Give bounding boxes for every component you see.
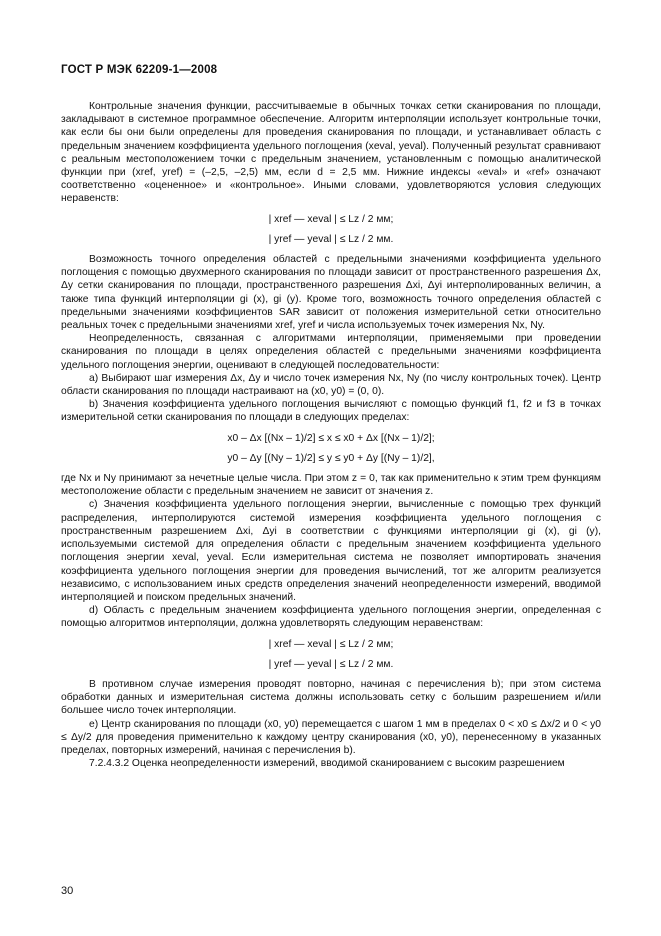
range-y: y0 – Δy [(Ny – 1)/2] ≤ y ≤ y0 + Δy [(Ny – 1)/2],	[227, 452, 435, 464]
step-d: d) Область с предельным значением коэффициента удельного поглощения энергии, определенная с помощью алгоритмов интерполяции, должна удовлетворять следующим неравенствам:	[61, 605, 601, 630]
paragraph-where: где Nx и Ny принимают за нечетные целые числа. При этом z = 0, так как применительно к этим трем функциям местоположение области с предельным значением не зависит от значения z.	[61, 473, 601, 498]
inequality-x: | xref — xeval | ≤ Lz / 2 мм;	[268, 213, 394, 225]
paragraph-otherwise: В противном случае измерения проводят повторно, начиная с перечисления b); при этом система обработки данных и измерительная система должны использовать сетку с большим разрешением и/или большее число точек интерполяции.	[61, 678, 601, 717]
document-header: ГОСТ Р МЭК 62209-1—2008	[61, 64, 218, 76]
step-e: e) Центр сканирования по площади (x0, y0) перемещается с шагом 1 мм в пределах 0 < x0 ≤ Δx/2 и 0 < y0 ≤ Δy/2 для проведения применительно к каждому центру сканирования (x0, y0), перенесенному в указанных пределах, повторных измерений, начиная с перечисления b).	[61, 718, 601, 756]
page-number: 30	[61, 885, 74, 897]
paragraph-resolution: Возможность точного определения областей с предельными значениями коэффициента удельного поглощения с помощью двухмерного сканирования по площади зависит от пространственного разрешения Δx, Δy сетки сканирования по площади, пространственного разрешения Δxi, Δyi интерполированных величин, а также типа функций интерполяции gi (x), gi (y). Кроме того, возможность точного определения областей с предельными значениями коэффициентов SAR зависит от положения измерительной сетки относительно реальных точек с предельными значениями xref, yref и числа используемых точек измерения Nx, Ny.	[61, 254, 601, 332]
step-a: a) Выбирают шаг измерения Δx, Δy и число точек измерения Nx, Ny (по числу контрольных точек). Центр области сканирования по площади настраивают на (x0, y0) = (0, 0).	[61, 372, 601, 398]
inequality-x-2: | xref — xeval | ≤ Lz / 2 мм;	[268, 638, 394, 650]
section-heading: 7.2.4.3.2 Оценка неопределенности измерений, вводимой сканированием с высоким разрешением	[89, 758, 565, 770]
inequality-y: | yref — yeval | ≤ Lz / 2 мм.	[268, 233, 394, 245]
step-c: c) Значения коэффициента удельного поглощения энергии, вычисленные с помощью трех функций распределения, интерполируются системой измерения коэффициента удельного поглощения с пространственным разрешением Δxi, Δyi в соответствии с функциями интерполяции gi (x), gi (y), используемыми системой для определения области с предельным значением коэффициента удельного поглощения энергии xeval, yeval. Если измерительная система не позволяет импортировать значения коэффициента удельного поглощения энергии для проведения вычислений, тот же алгоритм реализуется независимо, с использованием иных средств определения значений неопределенности измерений, вводимой интерполяцией и поиском предельных значений.	[61, 499, 601, 603]
step-b: b) Значения коэффициента удельного поглощения вычисляют с помощью функций f1, f2 и f3 в точках измерительной сетки сканирования по площади в следующих пределах:	[61, 399, 601, 424]
paragraph-uncertainty: Неопределенность, связанная с алгоритмами интерполяции, применяемыми при проведении сканирования по площади в целях определения областей с предельными значениями коэффициента удельного поглощения энергии, оценивают в следующей последовательности:	[61, 333, 601, 371]
document-body	[61, 100, 601, 770]
inequality-y-2: | yref — yeval | ≤ Lz / 2 мм.	[268, 658, 394, 670]
paragraph-intro: Контрольные значения функции, рассчитываемые в обычных точках сетки сканирования по площади, закладывают в системное программное обеспечение. Алгоритм интерполяции использует контрольные точки, как если бы они были определены для проведения сканирования по площади, и устанавливает область с предельным значением коэффициента удельного поглощения (xeval, yeval). Полученный результат сравнивают с реальным местоположением точки с предельным значением, установленным с помощью аналитической функции при (xref, yref) = (–2,5, –2,5) мм, если d = 2,5 мм. Нижние индексы «eval» и «ref» означают соответственно «оцененное» и «контрольное». Иными словами, удовлетворяются условия следующих неравенств:	[61, 101, 601, 205]
range-x: x0 – Δx [(Nx – 1)/2] ≤ x ≤ x0 + Δx [(Nx – 1)/2];	[227, 432, 435, 444]
